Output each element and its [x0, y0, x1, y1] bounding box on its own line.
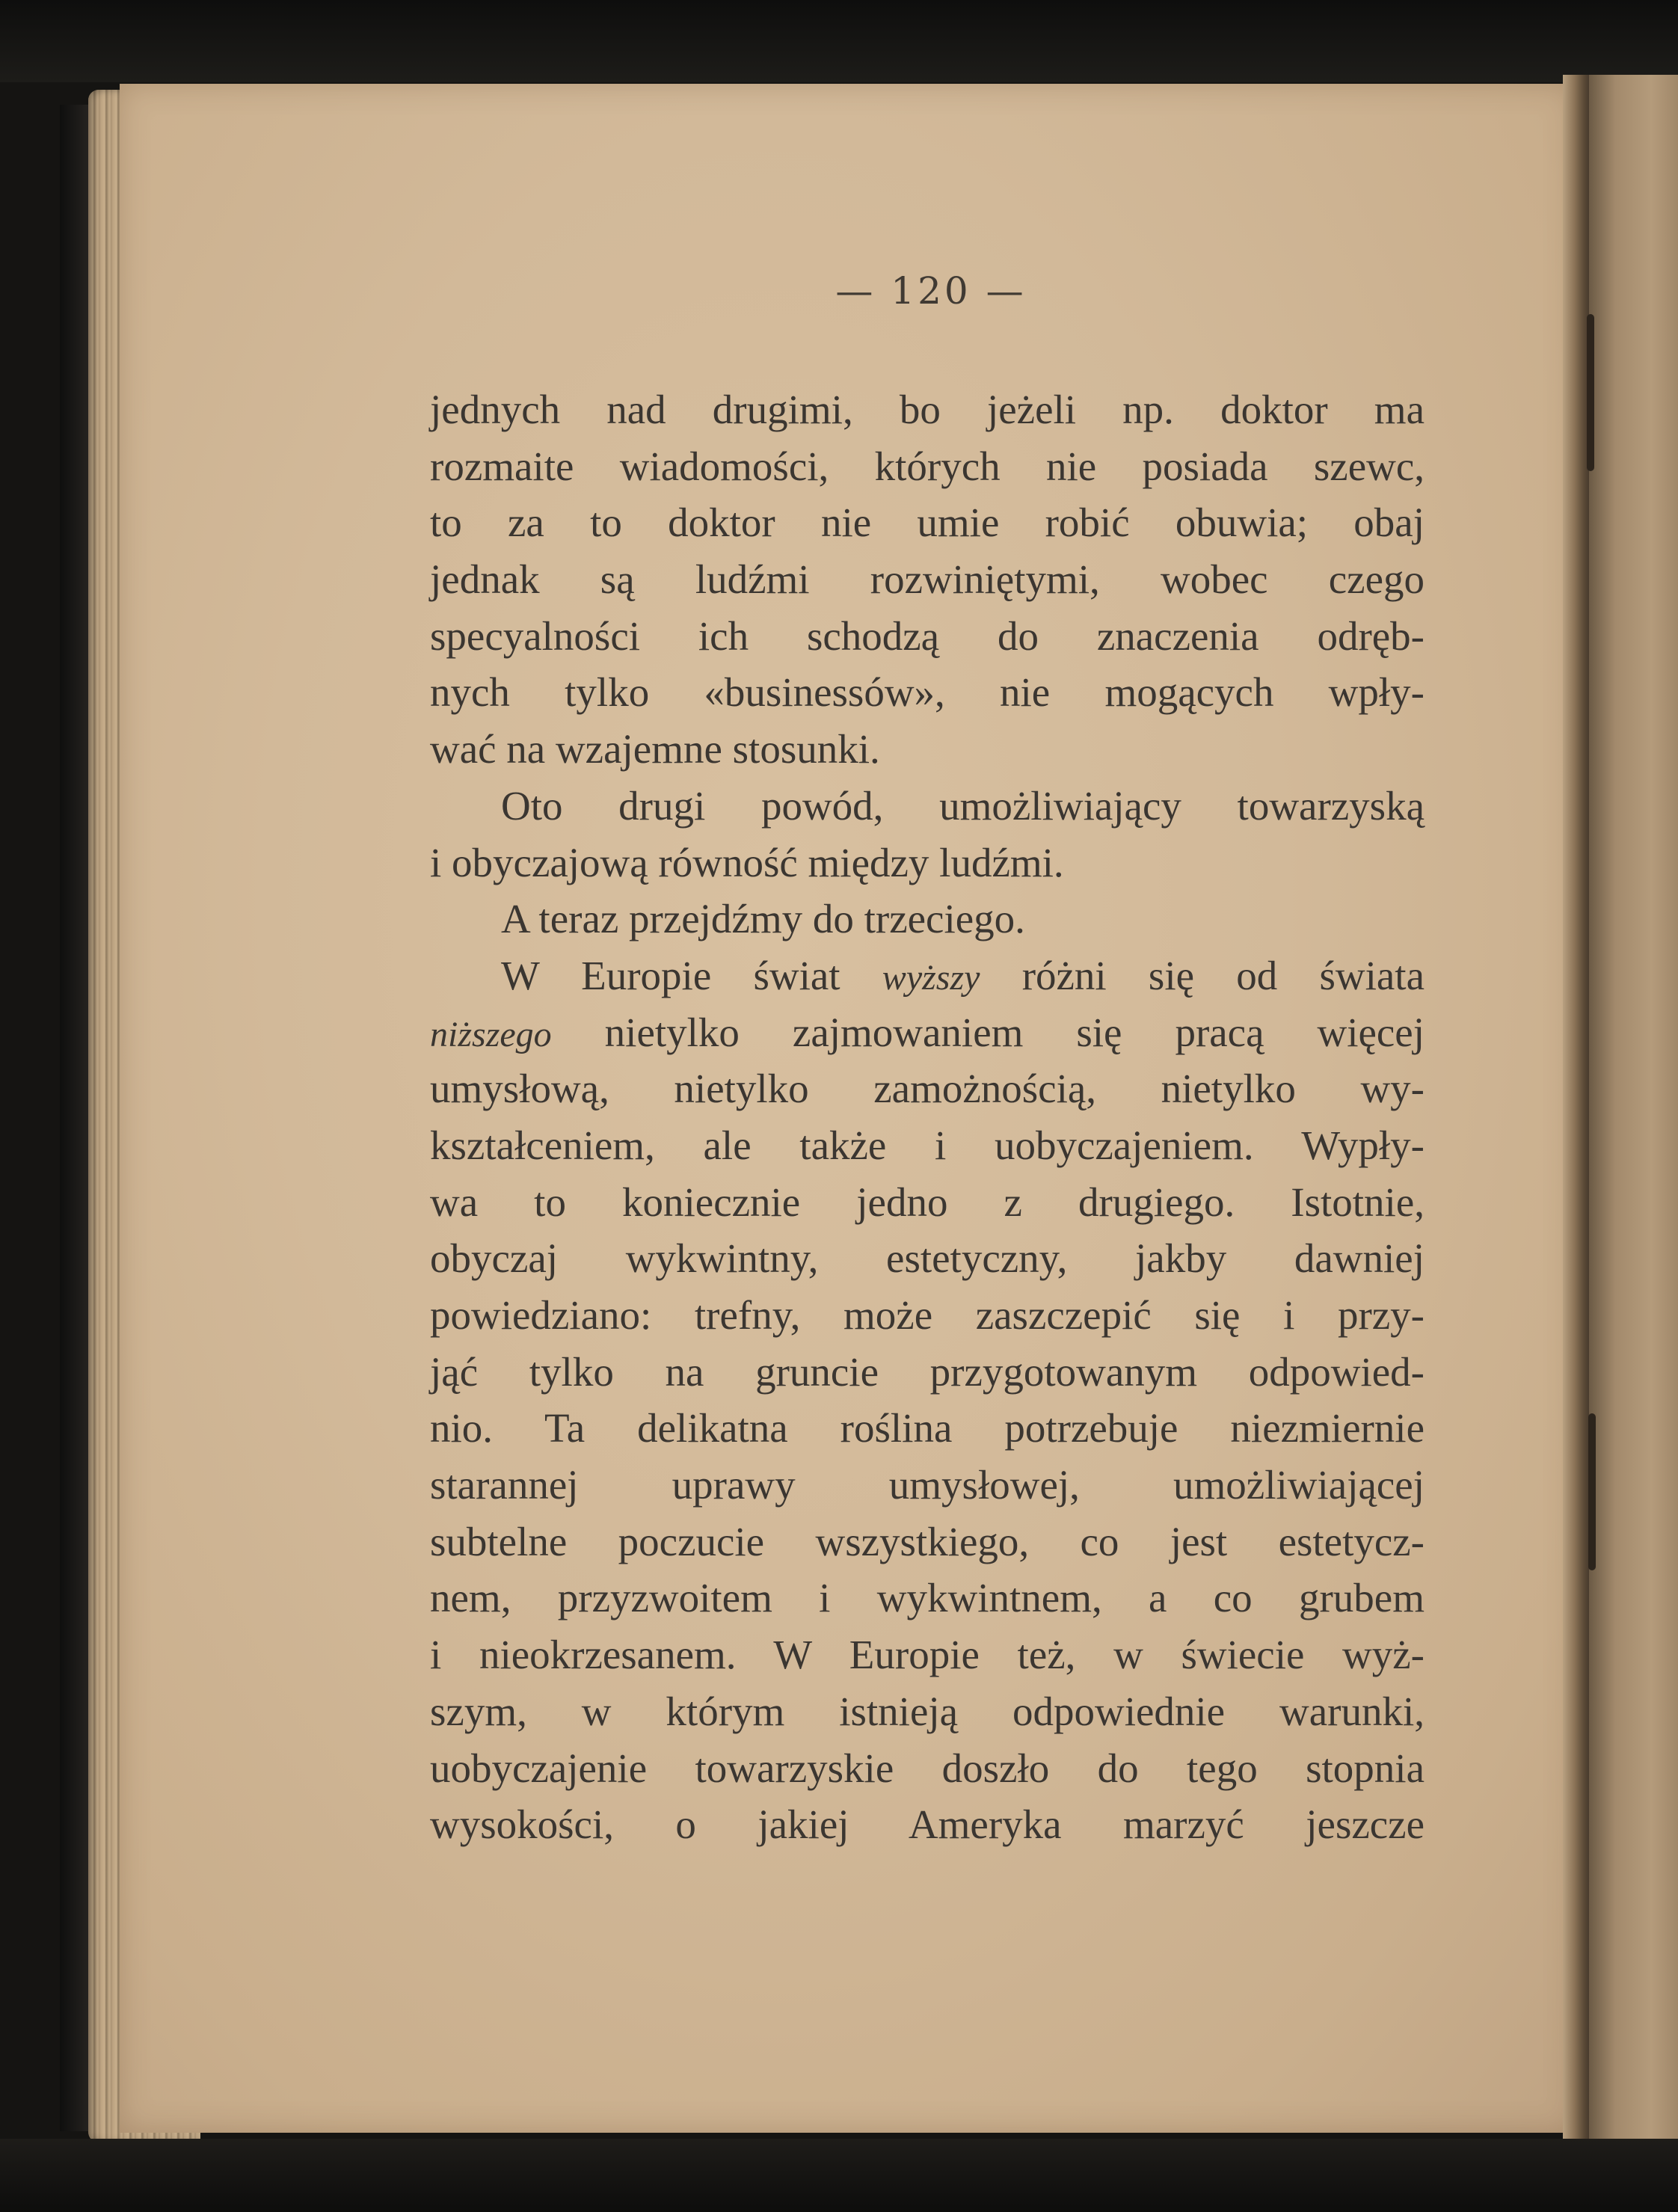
facing-page-edge — [1589, 75, 1678, 2139]
text-line: powiedziano: trefny, może zaszczepić się i przy- — [430, 1292, 1425, 1338]
text-line: starannej uprawy umysłowej, umożliwiającej — [430, 1462, 1425, 1508]
text-line-mixed — [430, 947, 1425, 1004]
text-line: A teraz przejdźmy do trzeciego. — [501, 896, 1025, 942]
text-line: szym, w którym istnieją odpowiednie warunki, — [430, 1688, 1425, 1734]
text-line: obyczaj wykwintny, estetyczny, jakby dawniej — [430, 1235, 1425, 1282]
text-line: uobyczajenie towarzyskie doszło do tego stopnia — [430, 1745, 1425, 1791]
scan-top-border — [0, 0, 1678, 82]
text-line: kształceniem, ale także i uobyczajeniem. Wypły- — [430, 1122, 1425, 1168]
text-segment: nietylko zajmowaniem się pracą więcej — [551, 1009, 1425, 1055]
text-line: rozmaite wiadomości, których nie posiada szewc, — [430, 443, 1425, 489]
text-line: Oto drugi powód, umożliwiający towarzyską — [501, 782, 1425, 829]
text-segment: różni się od świata — [980, 952, 1425, 998]
text-line: to za to doktor nie umie robić obuwia; obaj — [430, 500, 1425, 546]
text-line-mixed — [430, 1004, 1425, 1061]
scan-bottom-border — [0, 2139, 1678, 2212]
binding-thread-top — [1587, 314, 1594, 471]
text-segment: W Europie świat — [501, 952, 882, 998]
text-line: specyalności ich schodzą do znaczenia odręb- — [430, 612, 1425, 659]
text-line: nio. Ta delikatna roślina potrzebuje niezmiernie — [430, 1405, 1425, 1451]
text-line: subtelne poczucie wszystkiego, co jest estetycz- — [430, 1518, 1425, 1564]
text-line: jednak są ludźmi rozwiniętymi, wobec czego — [430, 556, 1425, 603]
italic-term: wyższy — [882, 957, 980, 998]
page-number: — 120 — — [835, 269, 1027, 313]
italic-term: niższego — [430, 1014, 552, 1054]
text-line: wać na wzajemne stosunki. — [430, 726, 880, 772]
text-line: jednych nad drugimi, bo jeżeli np. doktor ma — [430, 387, 1425, 432]
text-line: nem, przyzwoitem i wykwintnem, a co grubem — [430, 1575, 1425, 1621]
text-line: jąć tylko na gruncie przygotowanym odpowied- — [430, 1348, 1425, 1395]
text-line: nych tylko «businessów», nie mogących wpły- — [430, 669, 1425, 716]
text-line: wysokości, o jakiej Ameryka marzyć jeszcze — [430, 1801, 1425, 1848]
binding-thread-bottom — [1588, 1413, 1596, 1570]
body-text — [430, 381, 1425, 1853]
text-line: wa to koniecznie jedno z drugiego. Istotnie, — [430, 1179, 1425, 1225]
text-line: i nieokrzesanem. W Europie też, w świecie wyż- — [430, 1632, 1425, 1678]
text-line: umysłową, nietylko zamożnością, nietylko wy- — [430, 1066, 1425, 1112]
text-line: i obyczajową równość między ludźmi. — [430, 839, 1064, 885]
